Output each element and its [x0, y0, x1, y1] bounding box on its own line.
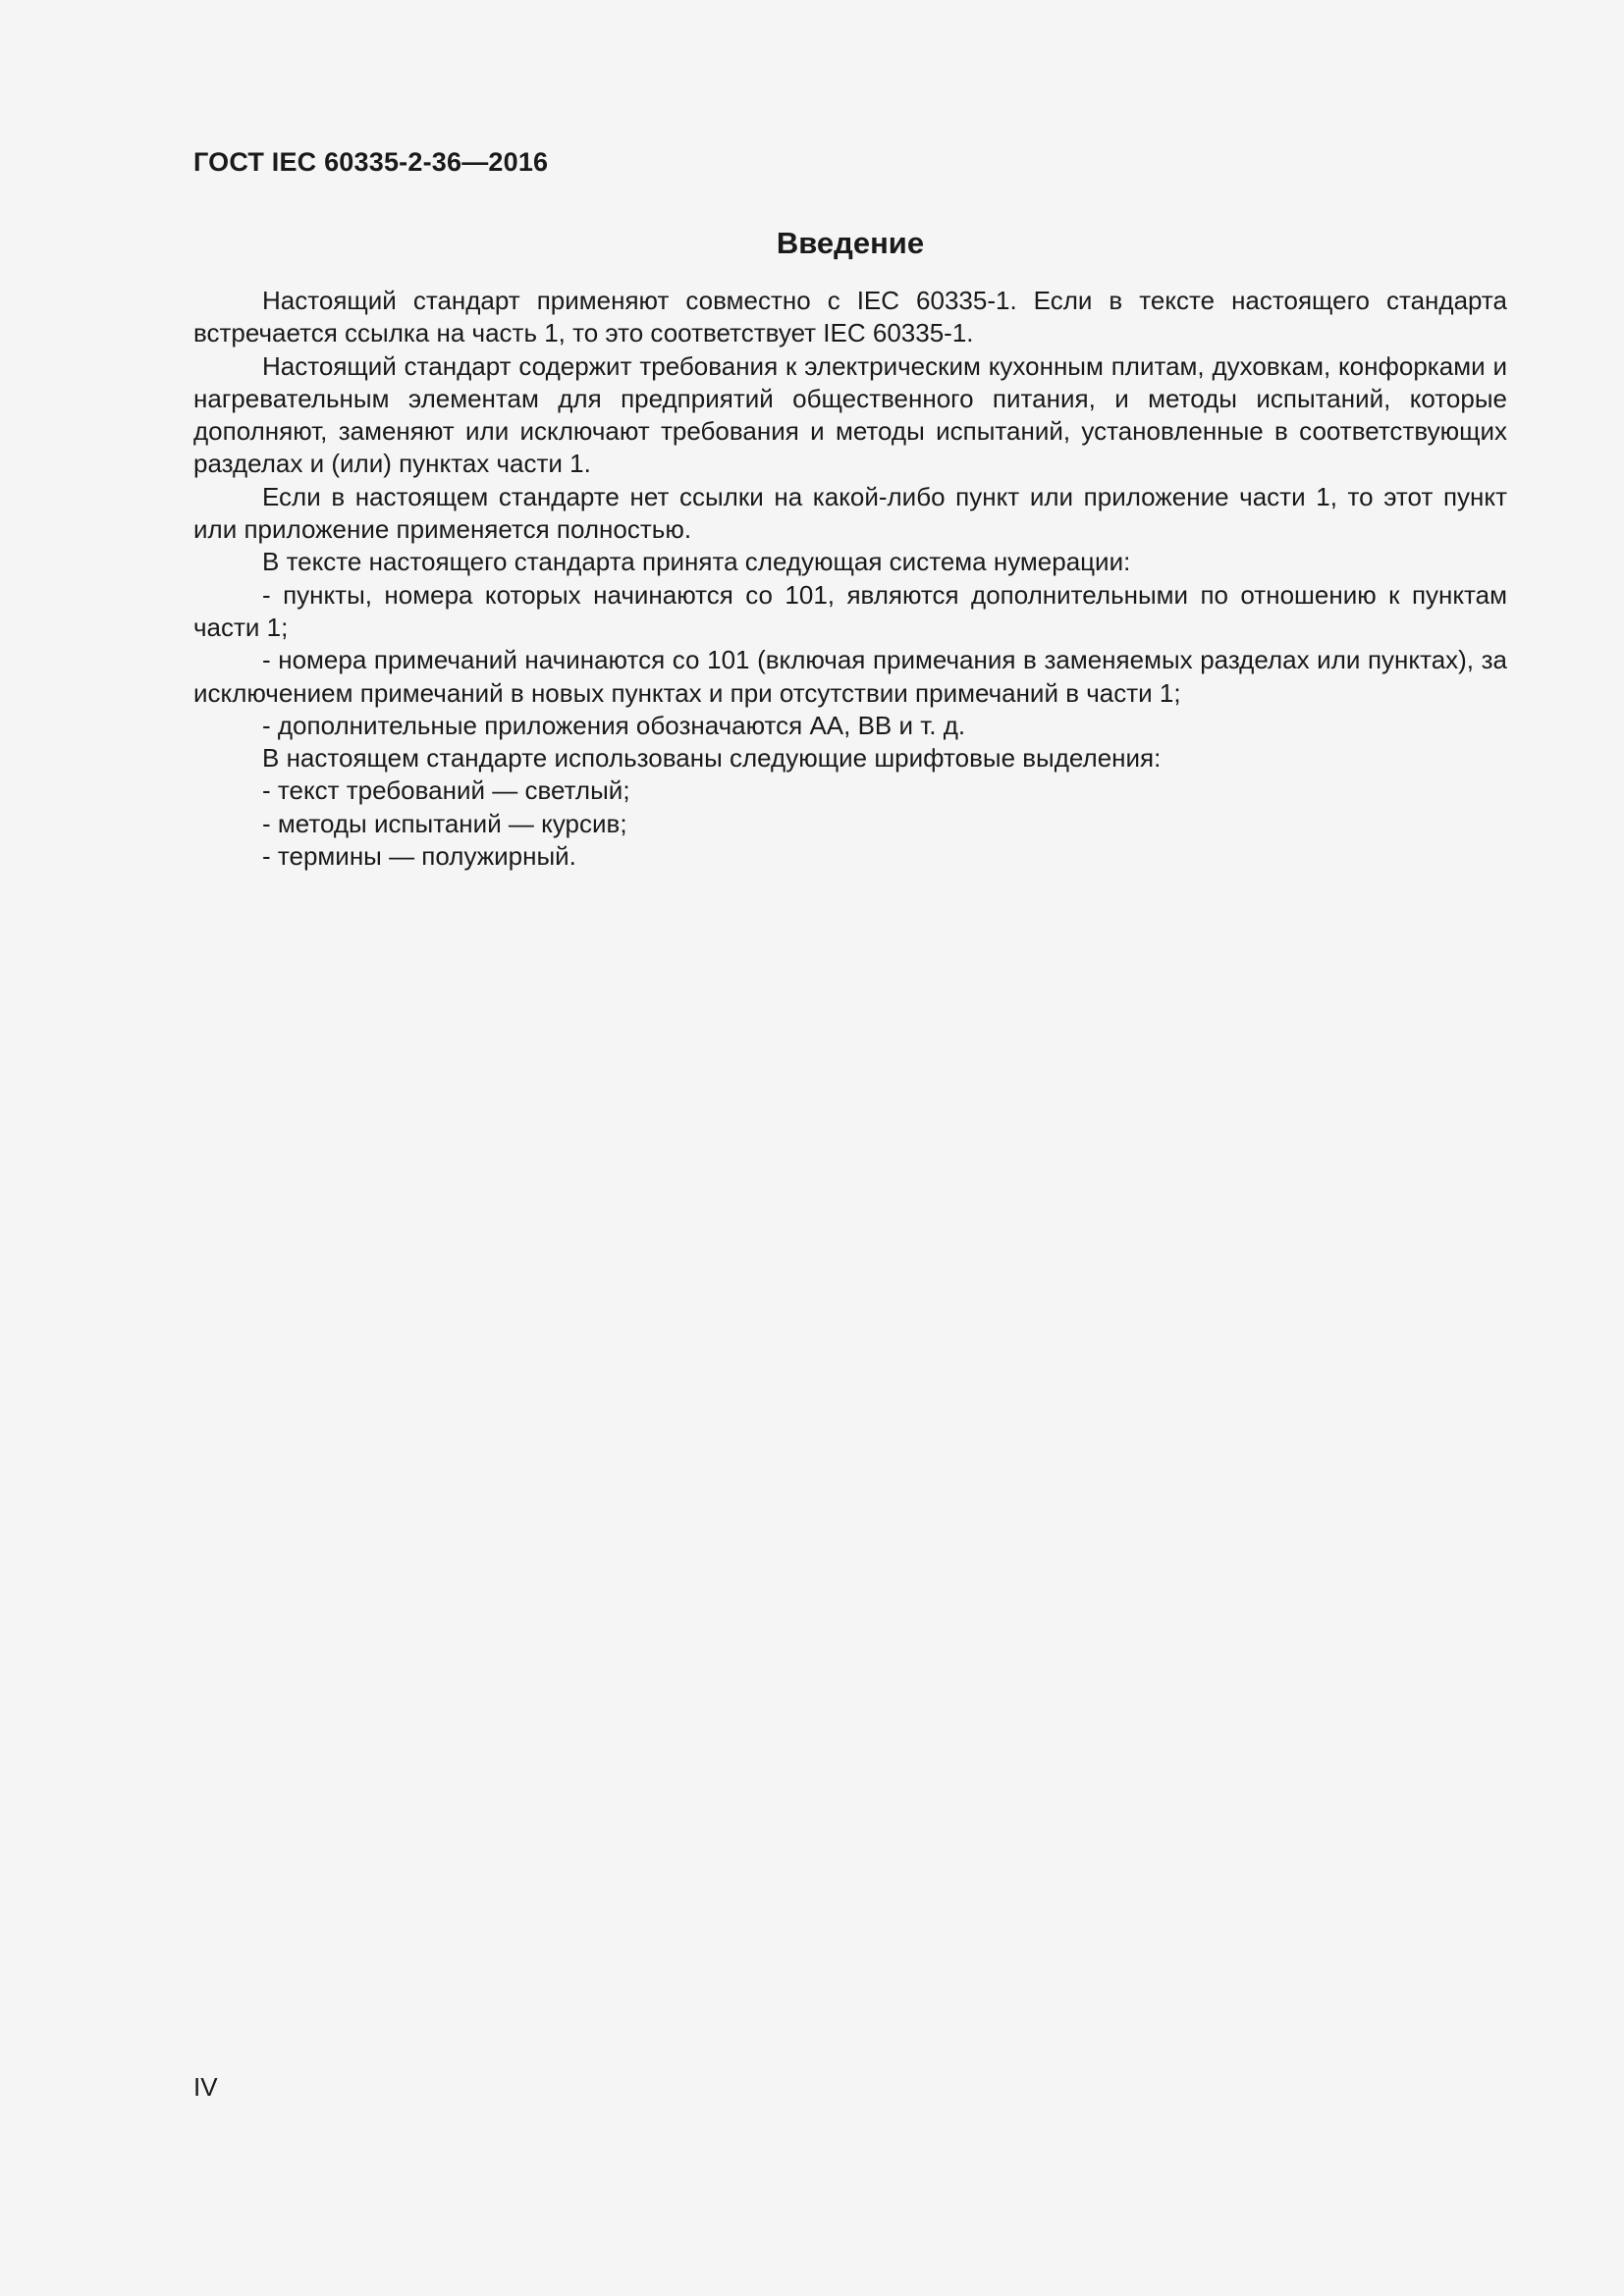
body-text [193, 285, 1507, 873]
list-item: - дополнительные приложения обозначаются АА, ВВ и т. д. [262, 710, 966, 740]
page-number: IV [193, 2072, 218, 2102]
section-title: Введение [776, 226, 925, 260]
paragraph: Настоящий стандарт содержит требования к электрическим кухонным плитам, духовкам, конфорками и нагревательным элементам для предприятий общественного питания, и методы испытаний, которые дополняют, заменяют или исключают требования и методы испытаний, установленные в соответствующих разделах и (или) пунктах части 1. [193, 350, 1507, 479]
paragraph: Настоящий стандарт применяют совместно с IEC 60335-1. Если в тексте настоящего стандарта встречается ссылка на часть 1, то это соответствует IEC 60335-1. [193, 286, 1507, 348]
list-item: - номера примечаний начинаются со 101 (включая примечания в заменяемых разделах или пунктах), за исключением примечаний в новых пунктах и при отсутствии примечаний в части 1; [193, 645, 1507, 708]
paragraph: Если в настоящем стандарте нет ссылки на какой-либо пункт или приложение части 1, то этот пункт или приложение применяется полностью. [193, 481, 1507, 545]
list-item: - текст требований — светлый; [262, 775, 630, 806]
document-header: ГОСТ IEC 60335-2-36—2016 [193, 147, 549, 177]
paragraph: В тексте настоящего стандарта принята следующая система нумерации: [262, 547, 1131, 577]
list-item: - термины — полужирный. [262, 841, 576, 872]
paragraph: В настоящем стандарте использованы следующие шрифтовые выделения: [262, 743, 1162, 774]
list-item: - пункты, номера которых начинаются со 101, являются дополнительными по отношению к пунктам части 1; [193, 579, 1507, 642]
list-item: - методы испытаний — курсив; [262, 808, 627, 838]
